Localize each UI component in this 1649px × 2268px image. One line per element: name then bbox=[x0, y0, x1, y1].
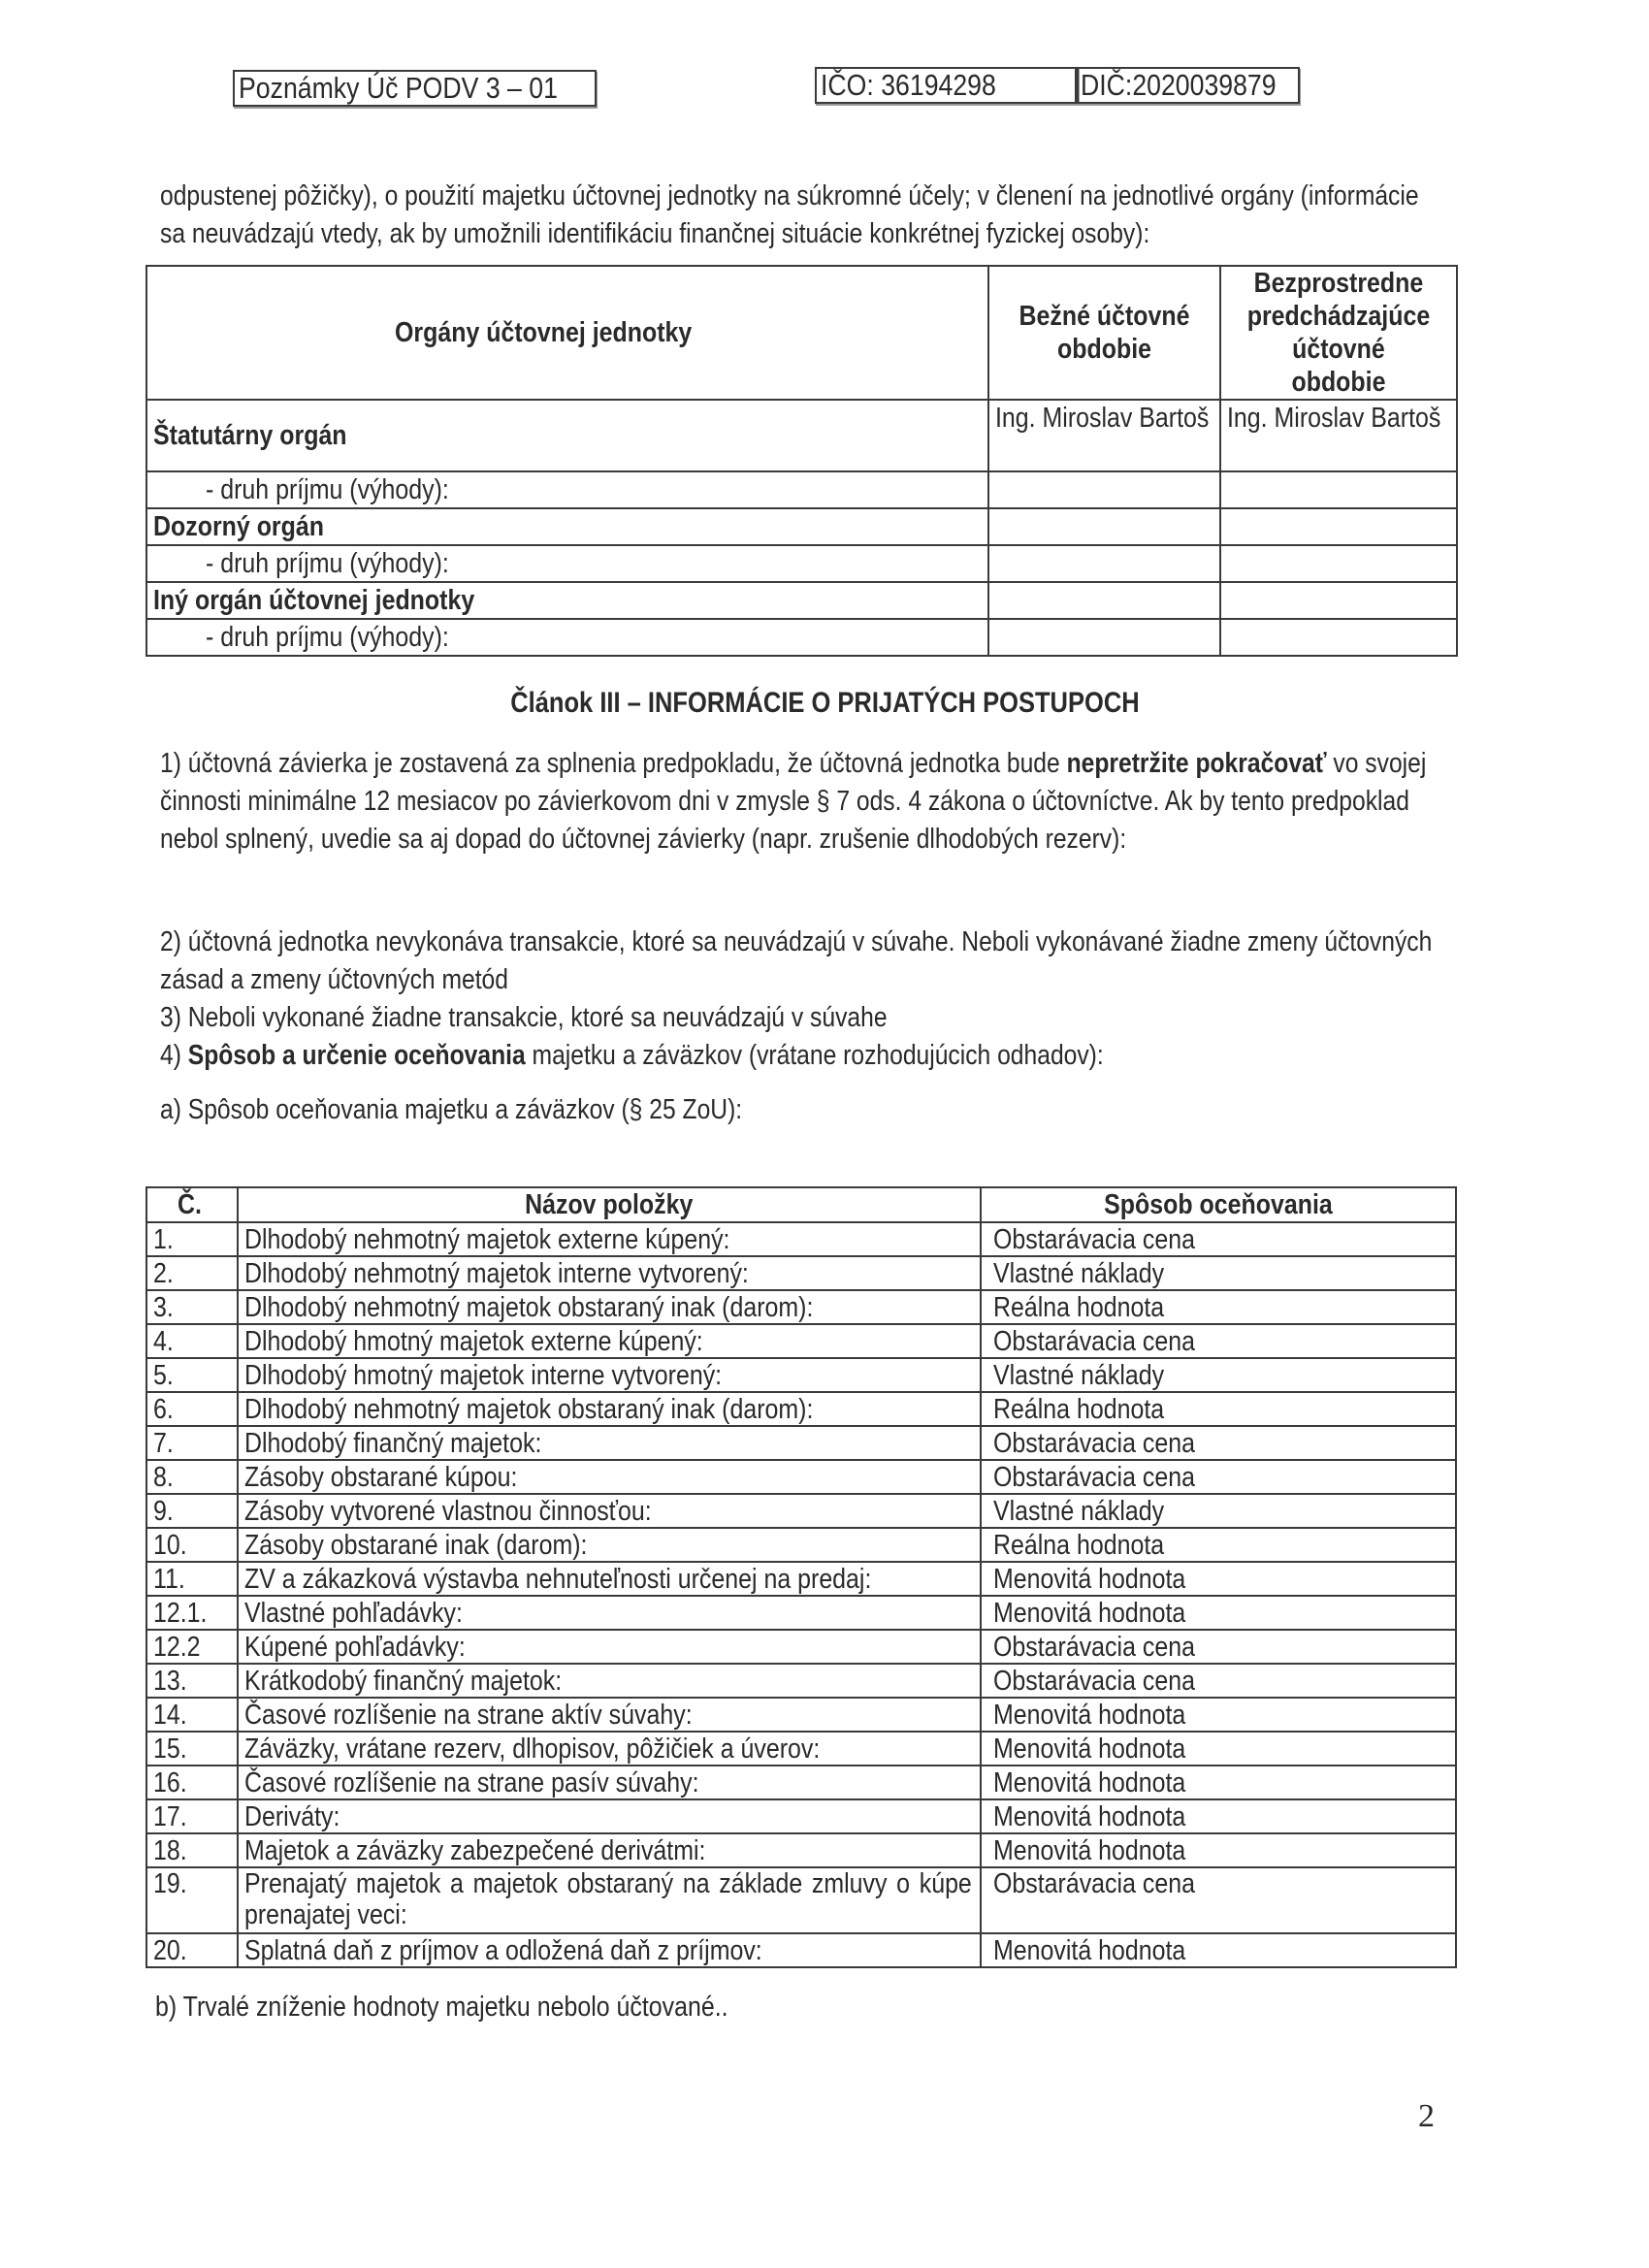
valuation-row bbox=[146, 1562, 1456, 1596]
item-name: Dlhodobý hmotný majetok interne vytvorený: bbox=[238, 1358, 981, 1392]
valuation-row bbox=[146, 1426, 1456, 1460]
item-name: Dlhodobý nehmotný majetok externe kúpený: bbox=[238, 1222, 981, 1256]
paragraph-a: a) Spôsob oceňovania majetku a záväzkov (§ 25 ZoU): bbox=[160, 1094, 743, 1125]
valuation-row bbox=[146, 1630, 1456, 1664]
intro-paragraph bbox=[160, 178, 1479, 253]
organs-header-current-period: Bežné účtovné obdobie bbox=[988, 266, 1220, 400]
dic-value: DIČ:2020039879 bbox=[1081, 68, 1277, 102]
organ-label: - druh príjmu (výhody): bbox=[146, 545, 988, 582]
item-name: Vlastné pohľadávky: bbox=[238, 1596, 981, 1630]
form-label: Poznámky Úč PODV 3 – 01 bbox=[239, 71, 558, 105]
valuation-row bbox=[146, 1664, 1456, 1698]
valuation-method: Menovitá hodnota bbox=[981, 1766, 1456, 1799]
organs-row bbox=[146, 582, 1457, 619]
ico-value: IČO: 36194298 bbox=[821, 68, 996, 102]
organ-previous-value bbox=[1220, 471, 1457, 508]
valuation-method: Reálna hodnota bbox=[981, 1290, 1456, 1324]
valuation-row bbox=[146, 1766, 1456, 1799]
organs-header-previous-period: Bezprostredne predchádzajúce účtovné obdobie bbox=[1220, 266, 1457, 400]
valuation-row bbox=[146, 1833, 1456, 1867]
valuation-header-method: Spôsob oceňovania bbox=[981, 1187, 1456, 1222]
valuation-row bbox=[146, 1732, 1456, 1766]
row-number: 17. bbox=[146, 1799, 238, 1833]
organs-row bbox=[146, 545, 1457, 582]
footnote-b: b) Trvalé zníženie hodnoty majetku nebolo účtované.. bbox=[155, 1992, 728, 2023]
valuation-method: Vlastné náklady bbox=[981, 1494, 1456, 1528]
row-number: 6. bbox=[146, 1392, 238, 1426]
paragraph-1 bbox=[160, 745, 1479, 859]
row-number: 14. bbox=[146, 1698, 238, 1732]
item-name: Deriváty: bbox=[238, 1799, 981, 1833]
ico-box bbox=[815, 67, 1079, 104]
valuation-row bbox=[146, 1290, 1456, 1324]
row-number: 2. bbox=[146, 1256, 238, 1290]
paragraph-3: 3) Neboli vykonané žiadne transakcie, ktoré sa neuvádzajú v súvahe bbox=[160, 1002, 888, 1033]
valuation-row bbox=[146, 1596, 1456, 1630]
paragraphs-2-4 bbox=[160, 923, 1479, 1075]
valuation-table bbox=[146, 1186, 1457, 1968]
valuation-row bbox=[146, 1933, 1456, 1967]
organ-previous-value bbox=[1220, 508, 1457, 545]
valuation-method: Vlastné náklady bbox=[981, 1358, 1456, 1392]
valuation-row bbox=[146, 1494, 1456, 1528]
organ-current-value bbox=[988, 582, 1220, 619]
item-name: Dlhodobý finančný majetok: bbox=[238, 1426, 981, 1460]
item-name: Dlhodobý nehmotný majetok obstaraný inak (darom): bbox=[238, 1290, 981, 1324]
row-number: 3. bbox=[146, 1290, 238, 1324]
item-name: Záväzky, vrátane rezerv, dlhopisov, pôžičiek a úverov: bbox=[238, 1732, 981, 1766]
valuation-method: Menovitá hodnota bbox=[981, 1698, 1456, 1732]
valuation-method: Menovitá hodnota bbox=[981, 1562, 1456, 1596]
emphasis-valuation: Spôsob a určenie oceňovania bbox=[187, 1040, 526, 1071]
valuation-row bbox=[146, 1698, 1456, 1732]
paragraph-2-line-2: zásad a zmeny účtovných metód bbox=[160, 964, 508, 995]
valuation-row bbox=[146, 1222, 1456, 1256]
valuation-method: Obstarávacia cena bbox=[981, 1426, 1456, 1460]
row-number: 1. bbox=[146, 1222, 238, 1256]
item-name: Zásoby vytvorené vlastnou činnosťou: bbox=[238, 1494, 981, 1528]
organ-previous-value bbox=[1220, 619, 1457, 656]
organ-previous-value: Ing. Miroslav Bartoš bbox=[1220, 400, 1457, 471]
valuation-row bbox=[146, 1799, 1456, 1833]
valuation-method: Menovitá hodnota bbox=[981, 1833, 1456, 1867]
intro-line: odpustenej pôžičky), o použití majetku účtovnej jednotky na súkromné účely; v členení na jednotlivé orgány (informácie bbox=[160, 180, 1419, 211]
paragraph-1-line-3: nebol splnený, uvedie sa aj dopad do účtovnej závierky (napr. zrušenie dlhodobých rezerv): bbox=[160, 824, 1127, 855]
organs-table bbox=[146, 265, 1458, 657]
organs-row bbox=[146, 400, 1457, 471]
item-name: Splatná daň z príjmov a odložená daň z príjmov: bbox=[238, 1933, 981, 1967]
valuation-method: Menovitá hodnota bbox=[981, 1596, 1456, 1630]
organs-row bbox=[146, 619, 1457, 656]
valuation-row bbox=[146, 1460, 1456, 1494]
organ-label: - druh príjmu (výhody): bbox=[146, 471, 988, 508]
row-number: 18. bbox=[146, 1833, 238, 1867]
valuation-header-row bbox=[146, 1187, 1456, 1222]
row-number: 5. bbox=[146, 1358, 238, 1392]
row-number: 7. bbox=[146, 1426, 238, 1460]
page-number: 2 bbox=[1418, 2098, 1435, 2134]
item-name: Zásoby obstarané kúpou: bbox=[238, 1460, 981, 1494]
dic-box bbox=[1075, 67, 1300, 104]
valuation-method: Obstarávacia cena bbox=[981, 1324, 1456, 1358]
valuation-method: Menovitá hodnota bbox=[981, 1732, 1456, 1766]
valuation-header-item-name: Názov položky bbox=[238, 1187, 981, 1222]
item-name: Časové rozlíšenie na strane pasív súvahy: bbox=[238, 1766, 981, 1799]
row-number: 8. bbox=[146, 1460, 238, 1494]
paragraph-1-line-1: 1) účtovná závierka je zostavená za splnenia predpokladu, že účtovná jednotka bude nepretržite pokračovať vo svojej bbox=[160, 748, 1427, 779]
item-name: Majetok a záväzky zabezpečené derivátmi: bbox=[238, 1833, 981, 1867]
organ-label: - druh príjmu (výhody): bbox=[146, 619, 988, 656]
valuation-method: Reálna hodnota bbox=[981, 1392, 1456, 1426]
item-name: Dlhodobý nehmotný majetok obstaraný inak (darom): bbox=[238, 1392, 981, 1426]
organ-current-value bbox=[988, 471, 1220, 508]
emphasis-going-concern: nepretržite pokračovať bbox=[1066, 748, 1327, 779]
item-name: Dlhodobý hmotný majetok externe kúpený: bbox=[238, 1324, 981, 1358]
valuation-row bbox=[146, 1256, 1456, 1290]
valuation-method: Obstarávacia cena bbox=[981, 1222, 1456, 1256]
organ-label: Štatutárny orgán bbox=[146, 400, 988, 471]
organ-previous-value bbox=[1220, 545, 1457, 582]
organ-current-value bbox=[988, 545, 1220, 582]
item-name: Prenajatý majetok a majetok obstaraný na základe zmluvy o kúpe prenajatej veci: bbox=[238, 1867, 981, 1933]
row-number: 19. bbox=[146, 1867, 238, 1933]
item-name: Kúpené pohľadávky: bbox=[238, 1630, 981, 1664]
row-number: 12.1. bbox=[146, 1596, 238, 1630]
paragraph-2-line-1: 2) účtovná jednotka nevykonáva transakcie, ktoré sa neuvádzajú v súvahe. Neboli vykonávané žiadne zmeny účtovných bbox=[160, 926, 1433, 957]
item-name: Krátkodobý finančný majetok: bbox=[238, 1664, 981, 1698]
row-number: 9. bbox=[146, 1494, 238, 1528]
article-title: Článok III – INFORMÁCIE O PRIJATÝCH POSTUPOCH bbox=[509, 687, 1140, 719]
organs-header-row bbox=[146, 266, 1457, 400]
row-number: 4. bbox=[146, 1324, 238, 1358]
row-number: 15. bbox=[146, 1732, 238, 1766]
item-name: Zásoby obstarané inak (darom): bbox=[238, 1528, 981, 1562]
item-name: Časové rozlíšenie na strane aktív súvahy: bbox=[238, 1698, 981, 1732]
valuation-row bbox=[146, 1867, 1456, 1933]
organ-label: Iný orgán účtovnej jednotky bbox=[146, 582, 988, 619]
valuation-method: Obstarávacia cena bbox=[981, 1867, 1456, 1933]
valuation-method: Menovitá hodnota bbox=[981, 1933, 1456, 1967]
item-name: ZV a zákazková výstavba nehnuteľnosti určenej na predaj: bbox=[238, 1562, 981, 1596]
row-number: 11. bbox=[146, 1562, 238, 1596]
organ-current-value bbox=[988, 508, 1220, 545]
valuation-method: Reálna hodnota bbox=[981, 1528, 1456, 1562]
organ-current-value bbox=[988, 619, 1220, 656]
organs-row bbox=[146, 508, 1457, 545]
valuation-header-number: Č. bbox=[146, 1187, 238, 1222]
valuation-method: Vlastné náklady bbox=[981, 1256, 1456, 1290]
valuation-row bbox=[146, 1392, 1456, 1426]
row-number: 16. bbox=[146, 1766, 238, 1799]
row-number: 10. bbox=[146, 1528, 238, 1562]
row-number: 12.2 bbox=[146, 1630, 238, 1664]
organs-row bbox=[146, 471, 1457, 508]
item-name: Dlhodobý nehmotný majetok interne vytvorený: bbox=[238, 1256, 981, 1290]
form-label-box bbox=[233, 70, 597, 107]
row-number: 20. bbox=[146, 1933, 238, 1967]
valuation-row bbox=[146, 1324, 1456, 1358]
row-number: 13. bbox=[146, 1664, 238, 1698]
valuation-row bbox=[146, 1358, 1456, 1392]
organs-header-organs: Orgány účtovnej jednotky bbox=[146, 266, 988, 400]
paragraph-1-line-2: činnosti minimálne 12 mesiacov po závierkovom dni v zmysle § 7 ods. 4 zákona o účtovníctve. Ak by tento predpoklad bbox=[160, 786, 1409, 817]
valuation-method: Obstarávacia cena bbox=[981, 1630, 1456, 1664]
valuation-row bbox=[146, 1528, 1456, 1562]
organ-current-value: Ing. Miroslav Bartoš bbox=[988, 400, 1220, 471]
valuation-method: Menovitá hodnota bbox=[981, 1799, 1456, 1833]
organ-previous-value bbox=[1220, 582, 1457, 619]
paragraph-4: 4) Spôsob a určenie oceňovania majetku a záväzkov (vrátane rozhodujúcich odhadov): bbox=[160, 1040, 1104, 1071]
valuation-method: Obstarávacia cena bbox=[981, 1664, 1456, 1698]
valuation-method: Obstarávacia cena bbox=[981, 1460, 1456, 1494]
organ-label: Dozorný orgán bbox=[146, 508, 988, 545]
intro-line: sa neuvádzajú vtedy, ak by umožnili identifikáciu finančnej situácie konkrétnej fyzickej osoby): bbox=[160, 218, 1150, 249]
